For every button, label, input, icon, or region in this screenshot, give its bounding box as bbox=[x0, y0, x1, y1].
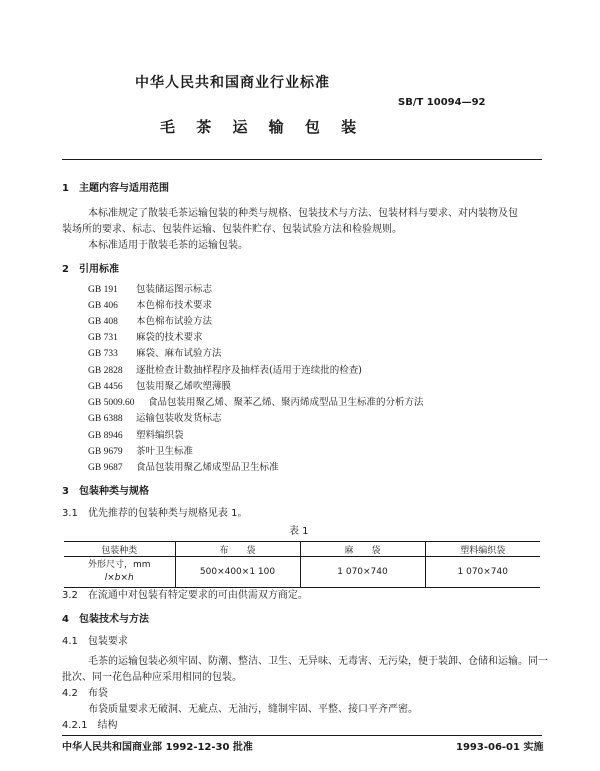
reference-code: GB 733 bbox=[88, 349, 118, 359]
clause-3-2: 3.2 在流通中对包装有特定要求的可由供需双方商定。 bbox=[62, 590, 308, 601]
clause-4-1-heading: 4.1 包装要求 bbox=[62, 636, 128, 647]
clause-4-1-text-line-1: 毛茶的运输包装必须牢固、防潮、整洁、卫生、无异味、无毒害、无污染，便于装卸、仓储和运输。同一 bbox=[88, 656, 548, 667]
section-1-heading: 1 主题内容与适用范围 bbox=[62, 183, 169, 194]
reference-title: 本色棉布技术要求 bbox=[136, 300, 213, 311]
reference-item bbox=[88, 430, 184, 442]
reference-item bbox=[88, 300, 212, 312]
reference-title: 本色棉布试验方法 bbox=[136, 316, 213, 327]
table-caption: 表 1 bbox=[289, 526, 309, 537]
reference-code: GB 2828 bbox=[88, 366, 123, 376]
table-cell: 1 070×740 bbox=[425, 557, 540, 588]
table-cell: 500×400×1 100 bbox=[175, 557, 300, 588]
header-rule bbox=[62, 159, 542, 160]
reference-title: 麻袋、麻布试验方法 bbox=[136, 348, 222, 359]
reference-code: GB 406 bbox=[88, 301, 118, 311]
reference-title: 运输包装收发货标志 bbox=[136, 413, 222, 424]
reference-title: 茶叶卫生标准 bbox=[136, 446, 194, 457]
table-header-cell: 布 袋 bbox=[175, 542, 300, 557]
reference-code: GB 408 bbox=[88, 317, 118, 327]
reference-item bbox=[88, 413, 222, 425]
issuing-body-title: 中华人民共和国商业行业标准 bbox=[135, 75, 330, 91]
reference-item bbox=[88, 284, 212, 296]
standard-number: SB/T 10094—92 bbox=[398, 97, 486, 108]
section-2-heading: 2 引用标准 bbox=[62, 264, 119, 275]
table-row bbox=[64, 557, 540, 588]
packaging-spec-table bbox=[64, 541, 540, 588]
reference-item bbox=[88, 348, 222, 360]
reference-title: 食品包装用聚乙烯、聚苯乙烯、聚丙烯成型品卫生标准的分析方法 bbox=[148, 397, 424, 408]
reference-code: GB 191 bbox=[88, 285, 118, 295]
table-header-cell: 包装种类 bbox=[64, 542, 175, 557]
section-1-paragraph-line-1: 本标准规定了散装毛茶运输包装的种类与规格、包装技术与方法、包装材料与要求、对内装物及包 bbox=[88, 208, 518, 219]
reference-item bbox=[88, 365, 362, 377]
dimension-label-cell bbox=[64, 557, 175, 588]
clause-4-2-text: 布袋质量要求无破洞、无疵点、无油污，缝制牢固、平整、接口平齐严密。 bbox=[88, 704, 418, 715]
reference-code: GB 731 bbox=[88, 333, 118, 343]
reference-title: 麻袋的技术要求 bbox=[136, 332, 203, 343]
table-cell: 1 070×740 bbox=[300, 557, 425, 588]
effective-date: 1993-06-01 实施 bbox=[456, 742, 544, 753]
section-3-heading: 3 包装种类与规格 bbox=[62, 486, 149, 497]
reference-title: 逐批检查计数抽样程序及抽样表(适用于连续批的检查) bbox=[136, 365, 362, 376]
reference-title: 塑料编织袋 bbox=[136, 430, 184, 441]
document-title: 毛 茶 运 输 包 装 bbox=[160, 118, 361, 136]
reference-title: 食品包装用聚乙烯成型品卫生标准 bbox=[136, 462, 279, 473]
section-1-scope: 本标准适用于散装毛茶的运输包装。 bbox=[88, 240, 248, 251]
reference-code: GB 6388 bbox=[88, 414, 123, 424]
dimension-symbols: l×b×h bbox=[104, 573, 134, 583]
reference-title: 包装用聚乙烯吹塑薄膜 bbox=[136, 381, 232, 392]
approval-line: 中华人民共和国商业部 1992-12-30 批准 bbox=[62, 742, 253, 753]
section-4-heading: 4 包装技术与方法 bbox=[62, 614, 149, 625]
reference-code: GB 5009.60 bbox=[88, 398, 135, 408]
clause-4-1-text-line-2: 批次、同一花色品种应采用相同的包装。 bbox=[62, 672, 242, 683]
footer-rule bbox=[62, 735, 542, 736]
clause-3-1: 3.1 优先推荐的包装种类与规格见表 1。 bbox=[62, 508, 248, 519]
reference-item bbox=[88, 397, 424, 409]
dimension-label: 外形尺寸，mm bbox=[87, 560, 151, 570]
clause-4-2-heading: 4.2 布袋 bbox=[62, 688, 108, 699]
clause-4-2-1-heading: 4.2.1 结构 bbox=[62, 720, 118, 731]
reference-item bbox=[88, 332, 203, 344]
reference-code: GB 9687 bbox=[88, 463, 123, 473]
table-header-cell: 塑料编织袋 bbox=[425, 542, 540, 557]
table-header-cell: 麻 袋 bbox=[300, 542, 425, 557]
reference-title: 包装储运图示标志 bbox=[136, 284, 213, 295]
reference-item bbox=[88, 381, 231, 393]
reference-item bbox=[88, 316, 212, 328]
reference-item bbox=[88, 446, 193, 458]
section-1-paragraph-line-2: 装场所的要求、标志、包装件运输、包装件贮存、包装试验方法和检验规则。 bbox=[62, 224, 402, 235]
reference-item bbox=[88, 462, 279, 474]
table-header-row bbox=[64, 542, 540, 557]
reference-code: GB 9679 bbox=[88, 447, 123, 457]
reference-code: GB 8946 bbox=[88, 431, 123, 441]
reference-code: GB 4456 bbox=[88, 382, 123, 392]
